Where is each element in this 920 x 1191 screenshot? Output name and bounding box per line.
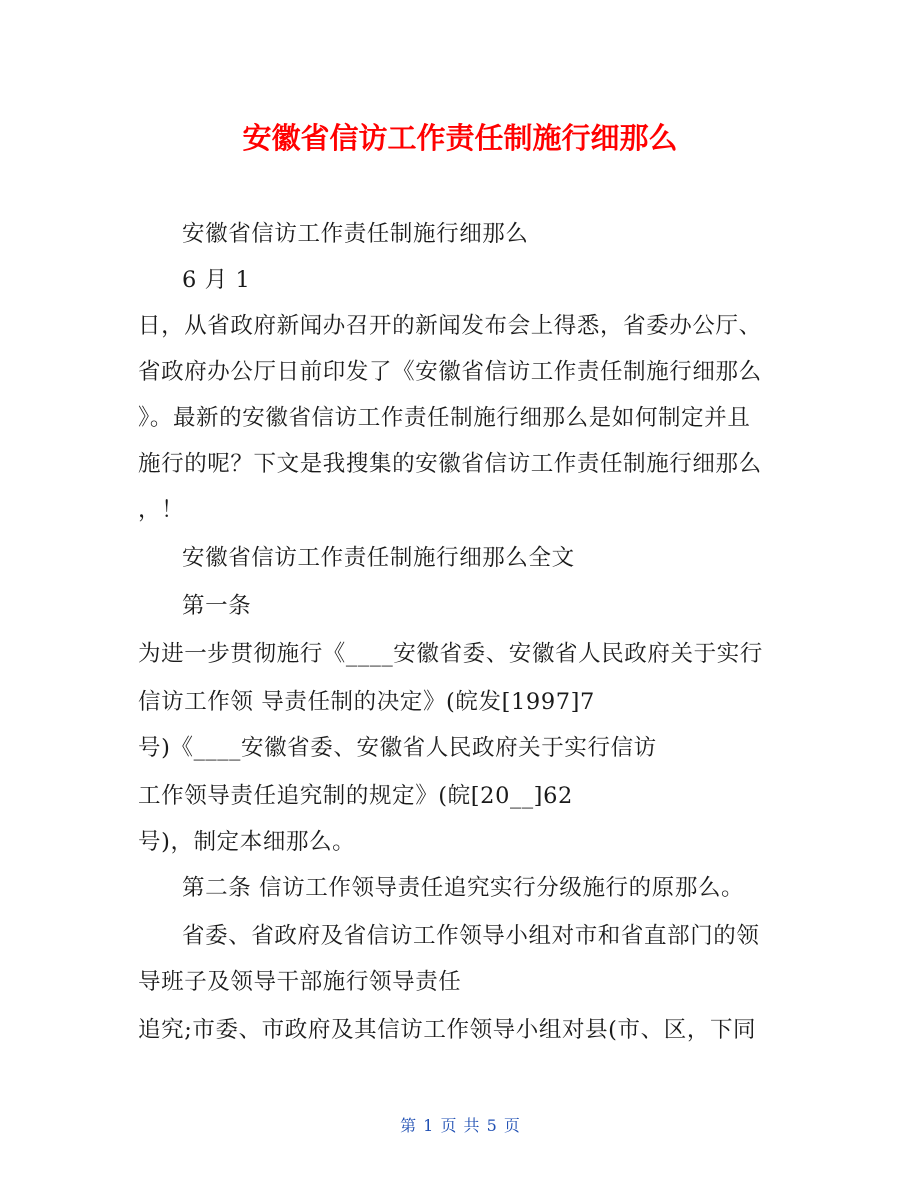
paragraph-line: 日，从省政府新闻办召开的新闻发布会上得悉，省委办公厅、: [138, 313, 762, 339]
paragraph-line: 省委、省政府及省信访工作领导小组对市和省直部门的领: [182, 923, 760, 949]
article-heading: 第二条 信访工作领导责任追究实行分级施行的原那么。: [182, 875, 745, 901]
page-title: 安徽省信访工作责任制施行细那么: [242, 121, 678, 155]
article-heading: 第一条: [182, 593, 252, 619]
paragraph-line: 工作领导责任追究制的规定》(皖[20__]62: [138, 783, 573, 809]
paragraph-line: 为进一步贯彻施行《____安徽省委、安徽省人民政府关于实行: [138, 641, 763, 667]
paragraph-line: 》。最新的安徽省信访工作责任制施行细那么是如何制定并且: [138, 405, 751, 431]
paragraph-line: 信访工作领 导责任制的决定》(皖发[1997]7: [138, 689, 595, 715]
paragraph-line: 追究;市委、市政府及其信访工作领导小组对县(市、区，下同: [138, 1017, 757, 1043]
date-line: 6 月 1: [182, 267, 251, 293]
paragraph-line: 号)《____安徽省委、安徽省人民政府关于实行信访: [138, 735, 657, 761]
paragraph-line: ，！: [138, 497, 185, 523]
doc-subtitle: 安徽省信访工作责任制施行细那么: [182, 221, 529, 247]
paragraph-line: 施行的呢？下文是我搜集的安徽省信访工作责任制施行细那么: [138, 451, 762, 477]
page-number-footer: 第 1 页 共 5 页: [400, 1116, 520, 1135]
paragraph-line: 省政府办公厅日前印发了《安徽省信访工作责任制施行细那么: [138, 359, 762, 385]
paragraph-line: 号)，制定本细那么。: [138, 829, 356, 855]
section-heading: 安徽省信访工作责任制施行细那么全文: [182, 545, 575, 571]
paragraph-line: 导班子及领导干部施行领导责任: [138, 969, 462, 995]
